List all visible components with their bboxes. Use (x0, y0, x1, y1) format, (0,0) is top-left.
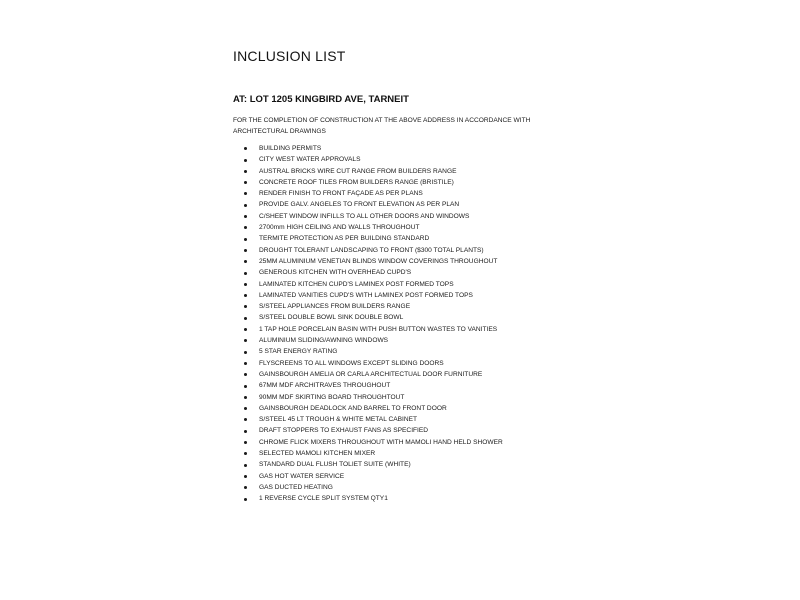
bullet-icon (244, 498, 247, 501)
list-item-text: S/STEEL DOUBLE BOWL SINK DOUBLE BOWL (259, 314, 404, 322)
bullet-icon (244, 475, 247, 478)
list-item-text: C/SHEET WINDOW INFILLS TO ALL OTHER DOORS AND WINDOWS (259, 212, 470, 220)
list-item-text: DRAFT STOPPERS TO EXHAUST FANS AS SPECIFIED (259, 427, 429, 435)
list-item-text: 1 REVERSE CYCLE SPLIT SYSTEM QTY1 (259, 495, 388, 503)
bullet-icon (244, 328, 247, 331)
list-item-text: SELECTED MAMOLI KITCHEN MIXER (259, 450, 376, 458)
list-item-text: CITY WEST WATER APPROVALS (259, 156, 361, 164)
list-item-text: ALUMINIUM SLIDING/AWNING WINDOWS (259, 337, 389, 345)
list-item-text: AUSTRAL BRICKS WIRE CUT RANGE FROM BUILDERS RANGE (259, 167, 457, 175)
list-item-text: CONCRETE ROOF TILES FROM BUILDERS RANGE (BRISTILE) (259, 178, 454, 186)
list-item-text: RENDER FINISH TO FRONT FAÇADE AS PER PLANS (259, 190, 423, 198)
bullet-icon (244, 362, 247, 365)
list-item-text: 2700mm HIGH CEILING AND WALLS THROUGHOUT (259, 224, 420, 232)
bullet-icon (244, 260, 247, 263)
bullet-icon (244, 272, 247, 275)
bullet-icon (244, 204, 247, 207)
bullet-icon (244, 159, 247, 162)
bullet-icon (244, 215, 247, 218)
bullet-icon (244, 339, 247, 342)
list-item-text: 25MM ALUMINIUM VENETIAN BLINDS WINDOW COVERINGS THROUGHOUT (259, 257, 498, 265)
bullet-icon (244, 249, 247, 252)
document-title: INCLUSION LIST (233, 48, 346, 64)
bullet-icon (244, 283, 247, 286)
bullet-icon (244, 430, 247, 433)
list-item-text: CHROME FLICK MIXERS THROUGHOUT WITH MAMOLI HAND HELD SHOWER (259, 438, 503, 446)
list-item-text: LAMINATED VANITIES CUPD'S WITH LAMINEX POST FORMED TOPS (259, 291, 473, 299)
list-item-text: STANDARD DUAL FLUSH TOLIET SUITE (WHITE) (259, 461, 411, 469)
bullet-icon (244, 441, 247, 444)
bullet-icon (244, 486, 247, 489)
list-item-text: 1 TAP HOLE PORCELAIN BASIN WITH PUSH BUTTON WASTES TO VANITIES (259, 325, 498, 333)
bullet-icon (244, 351, 247, 354)
list-item-text: S/STEEL APPLIANCES FROM BUILDERS RANGE (259, 303, 411, 311)
list-item-text: GAINSBOURGH DEADLOCK AND BARREL TO FRONT DOOR (259, 404, 447, 412)
bullet-icon (244, 170, 247, 173)
bullet-icon (244, 385, 247, 388)
bullet-icon (244, 464, 247, 467)
bullet-icon (244, 238, 247, 241)
bullet-icon (244, 147, 247, 150)
list-item-text: FLYSCREENS TO ALL WINDOWS EXCEPT SLIDING DOORS (259, 359, 444, 367)
list-item-text: BUILDING PERMITS (259, 145, 322, 152)
bullet-icon (244, 418, 247, 421)
list-item-text: DROUGHT TOLERANT LANDSCAPING TO FRONT ($300 TOTAL PLANTS) (259, 246, 484, 254)
list-item-text: S/STEEL 45 LT TROUGH & WHITE METAL CABINET (259, 416, 418, 424)
bullet-icon (244, 305, 247, 308)
list-item-text: TERMITE PROTECTION AS PER BUILDING STANDARD (259, 235, 430, 243)
bullet-icon (244, 373, 247, 376)
list-item-text: LAMINATED KITCHEN CUPD'S LAMINEX POST FORMED TOPS (259, 280, 454, 288)
bullet-icon (244, 317, 247, 320)
bullet-icon (244, 294, 247, 297)
list-item-text: PROVIDE GALV. ANGELES TO FRONT ELEVATION AS PER PLAN (259, 201, 460, 209)
bullet-icon (244, 192, 247, 195)
list-item-text: GENEROUS KITCHEN WITH OVERHEAD CUPD'S (259, 269, 412, 277)
list-item-text: GAS DUCTED HEATING (259, 483, 333, 491)
list-item-text: 90MM MDF SKIRTING BOARD THROUGHTOUT (259, 393, 405, 401)
list-item-text: GAS HOT WATER SERVICE (259, 472, 345, 480)
bullet-icon (244, 396, 247, 399)
bullet-icon (244, 181, 247, 184)
bullet-icon (244, 407, 247, 410)
list-item-text: 67MM MDF ARCHITRAVES THROUGHOUT (259, 382, 391, 390)
property-address: AT: LOT 1205 KINGBIRD AVE, TARNEIT (233, 94, 409, 105)
bullet-icon (244, 226, 247, 229)
bullet-icon (244, 452, 247, 455)
list-item-text: GAINSBOURGH AMELIA OR CARLA ARCHITECTUAL DOOR FURNITURE (259, 370, 483, 378)
list-item-text: 5 STAR ENERGY RATING (259, 348, 338, 356)
intro-paragraph: FOR THE COMPLETION OF CONSTRUCTION AT THE ABOVE ADDRESS IN ACCORDANCE WITH ARCHITECTURAL DRAWINGS (233, 117, 531, 135)
